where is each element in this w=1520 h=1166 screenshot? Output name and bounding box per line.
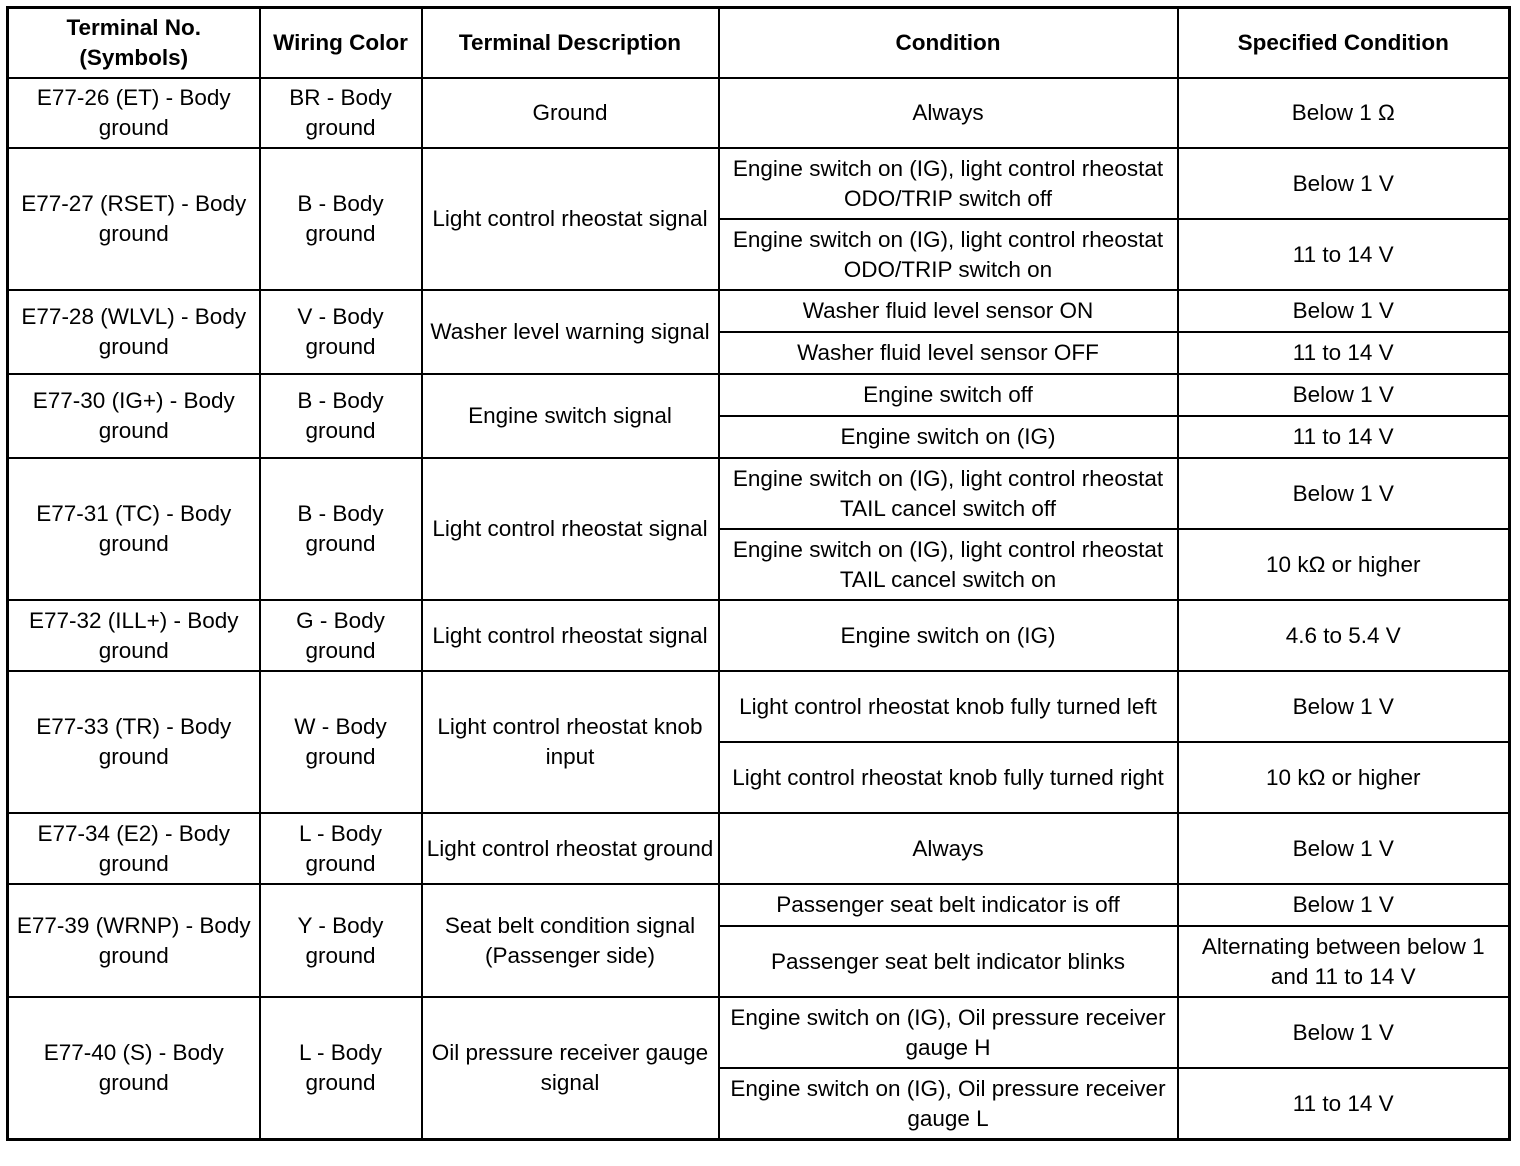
- condition-cell: Washer fluid level sensor OFF: [719, 332, 1178, 374]
- table-row: [8, 458, 1510, 529]
- specified-condition-cell: 4.6 to 5.4 V: [1178, 600, 1510, 671]
- description-cell: Light control rheostat signal: [422, 458, 719, 600]
- description-cell: Oil pressure receiver gauge signal: [422, 997, 719, 1140]
- specified-condition-cell: Below 1 V: [1178, 374, 1510, 416]
- specified-condition-cell: 11 to 14 V: [1178, 332, 1510, 374]
- description-cell: Light control rheostat signal: [422, 148, 719, 290]
- table-row: [8, 671, 1510, 742]
- header-row: [8, 8, 1510, 79]
- description-cell: Engine switch signal: [422, 374, 719, 458]
- specified-condition-cell: Alternating between below 1 and 11 to 14 V: [1178, 926, 1510, 997]
- table-row: [8, 600, 1510, 671]
- terminal-cell: E77-26 (ET) - Body ground: [8, 78, 260, 148]
- specified-condition-cell: Below 1 V: [1178, 884, 1510, 926]
- terminal-cell: E77-32 (ILL+) - Body ground: [8, 600, 260, 671]
- terminal-cell: E77-30 (IG+) - Body ground: [8, 374, 260, 458]
- description-cell: Ground: [422, 78, 719, 148]
- condition-cell: Passenger seat belt indicator is off: [719, 884, 1178, 926]
- wiring-color-cell: L - Body ground: [260, 813, 422, 884]
- table-row: [8, 813, 1510, 884]
- wiring-color-cell: Y - Body ground: [260, 884, 422, 997]
- condition-cell: Engine switch on (IG), Oil pressure receiver gauge L: [719, 1068, 1178, 1140]
- condition-cell: Washer fluid level sensor ON: [719, 290, 1178, 332]
- specified-condition-cell: Below 1 V: [1178, 997, 1510, 1068]
- header-condition: Condition: [719, 8, 1178, 79]
- condition-cell: Engine switch on (IG), light control rheostat TAIL cancel switch on: [719, 529, 1178, 600]
- condition-cell: Passenger seat belt indicator blinks: [719, 926, 1178, 997]
- specified-condition-cell: 11 to 14 V: [1178, 416, 1510, 458]
- wiring-color-cell: G - Body ground: [260, 600, 422, 671]
- specified-condition-cell: Below 1 V: [1178, 148, 1510, 219]
- wiring-color-cell: B - Body ground: [260, 148, 422, 290]
- description-cell: Light control rheostat ground: [422, 813, 719, 884]
- table-row: [8, 884, 1510, 926]
- table-row: [8, 148, 1510, 219]
- wiring-color-cell: B - Body ground: [260, 374, 422, 458]
- terminal-cell: E77-34 (E2) - Body ground: [8, 813, 260, 884]
- terminal-cell: E77-40 (S) - Body ground: [8, 997, 260, 1140]
- wiring-color-cell: W - Body ground: [260, 671, 422, 813]
- terminal-cell: E77-28 (WLVL) - Body ground: [8, 290, 260, 374]
- description-cell: Seat belt condition signal (Passenger side): [422, 884, 719, 997]
- table-row: [8, 374, 1510, 416]
- condition-cell: Light control rheostat knob fully turned left: [719, 671, 1178, 742]
- wiring-color-cell: L - Body ground: [260, 997, 422, 1140]
- specified-condition-cell: 10 kΩ or higher: [1178, 529, 1510, 600]
- specified-condition-cell: 11 to 14 V: [1178, 219, 1510, 290]
- specified-condition-cell: Below 1 V: [1178, 813, 1510, 884]
- specified-condition-cell: Below 1 V: [1178, 458, 1510, 529]
- condition-cell: Engine switch off: [719, 374, 1178, 416]
- condition-cell: Engine switch on (IG), light control rheostat TAIL cancel switch off: [719, 458, 1178, 529]
- condition-cell: Engine switch on (IG), Oil pressure receiver gauge H: [719, 997, 1178, 1068]
- specified-condition-cell: Below 1 V: [1178, 290, 1510, 332]
- terminal-spec-table: [6, 6, 1511, 1141]
- condition-cell: Engine switch on (IG): [719, 416, 1178, 458]
- wiring-color-cell: BR - Body ground: [260, 78, 422, 148]
- description-cell: Washer level warning signal: [422, 290, 719, 374]
- condition-cell: Engine switch on (IG): [719, 600, 1178, 671]
- condition-cell: Light control rheostat knob fully turned right: [719, 742, 1178, 813]
- header-terminal: Terminal No. (Symbols): [8, 8, 260, 79]
- table-row: [8, 78, 1510, 148]
- condition-cell: Always: [719, 78, 1178, 148]
- specified-condition-cell: Below 1 V: [1178, 671, 1510, 742]
- wiring-color-cell: B - Body ground: [260, 458, 422, 600]
- specified-condition-cell: 11 to 14 V: [1178, 1068, 1510, 1140]
- condition-cell: Always: [719, 813, 1178, 884]
- description-cell: Light control rheostat knob input: [422, 671, 719, 813]
- terminal-cell: E77-27 (RSET) - Body ground: [8, 148, 260, 290]
- terminal-cell: E77-39 (WRNP) - Body ground: [8, 884, 260, 997]
- wiring-color-cell: V - Body ground: [260, 290, 422, 374]
- condition-cell: Engine switch on (IG), light control rheostat ODO/TRIP switch on: [719, 219, 1178, 290]
- table-row: [8, 997, 1510, 1068]
- header-specified-condition: Specified Condition: [1178, 8, 1510, 79]
- condition-cell: Engine switch on (IG), light control rheostat ODO/TRIP switch off: [719, 148, 1178, 219]
- table-row: [8, 290, 1510, 332]
- specified-condition-cell: 10 kΩ or higher: [1178, 742, 1510, 813]
- header-wiring-color: Wiring Color: [260, 8, 422, 79]
- terminal-cell: E77-31 (TC) - Body ground: [8, 458, 260, 600]
- terminal-cell: E77-33 (TR) - Body ground: [8, 671, 260, 813]
- header-terminal-description: Terminal Description: [422, 8, 719, 79]
- description-cell: Light control rheostat signal: [422, 600, 719, 671]
- specified-condition-cell: Below 1 Ω: [1178, 78, 1510, 148]
